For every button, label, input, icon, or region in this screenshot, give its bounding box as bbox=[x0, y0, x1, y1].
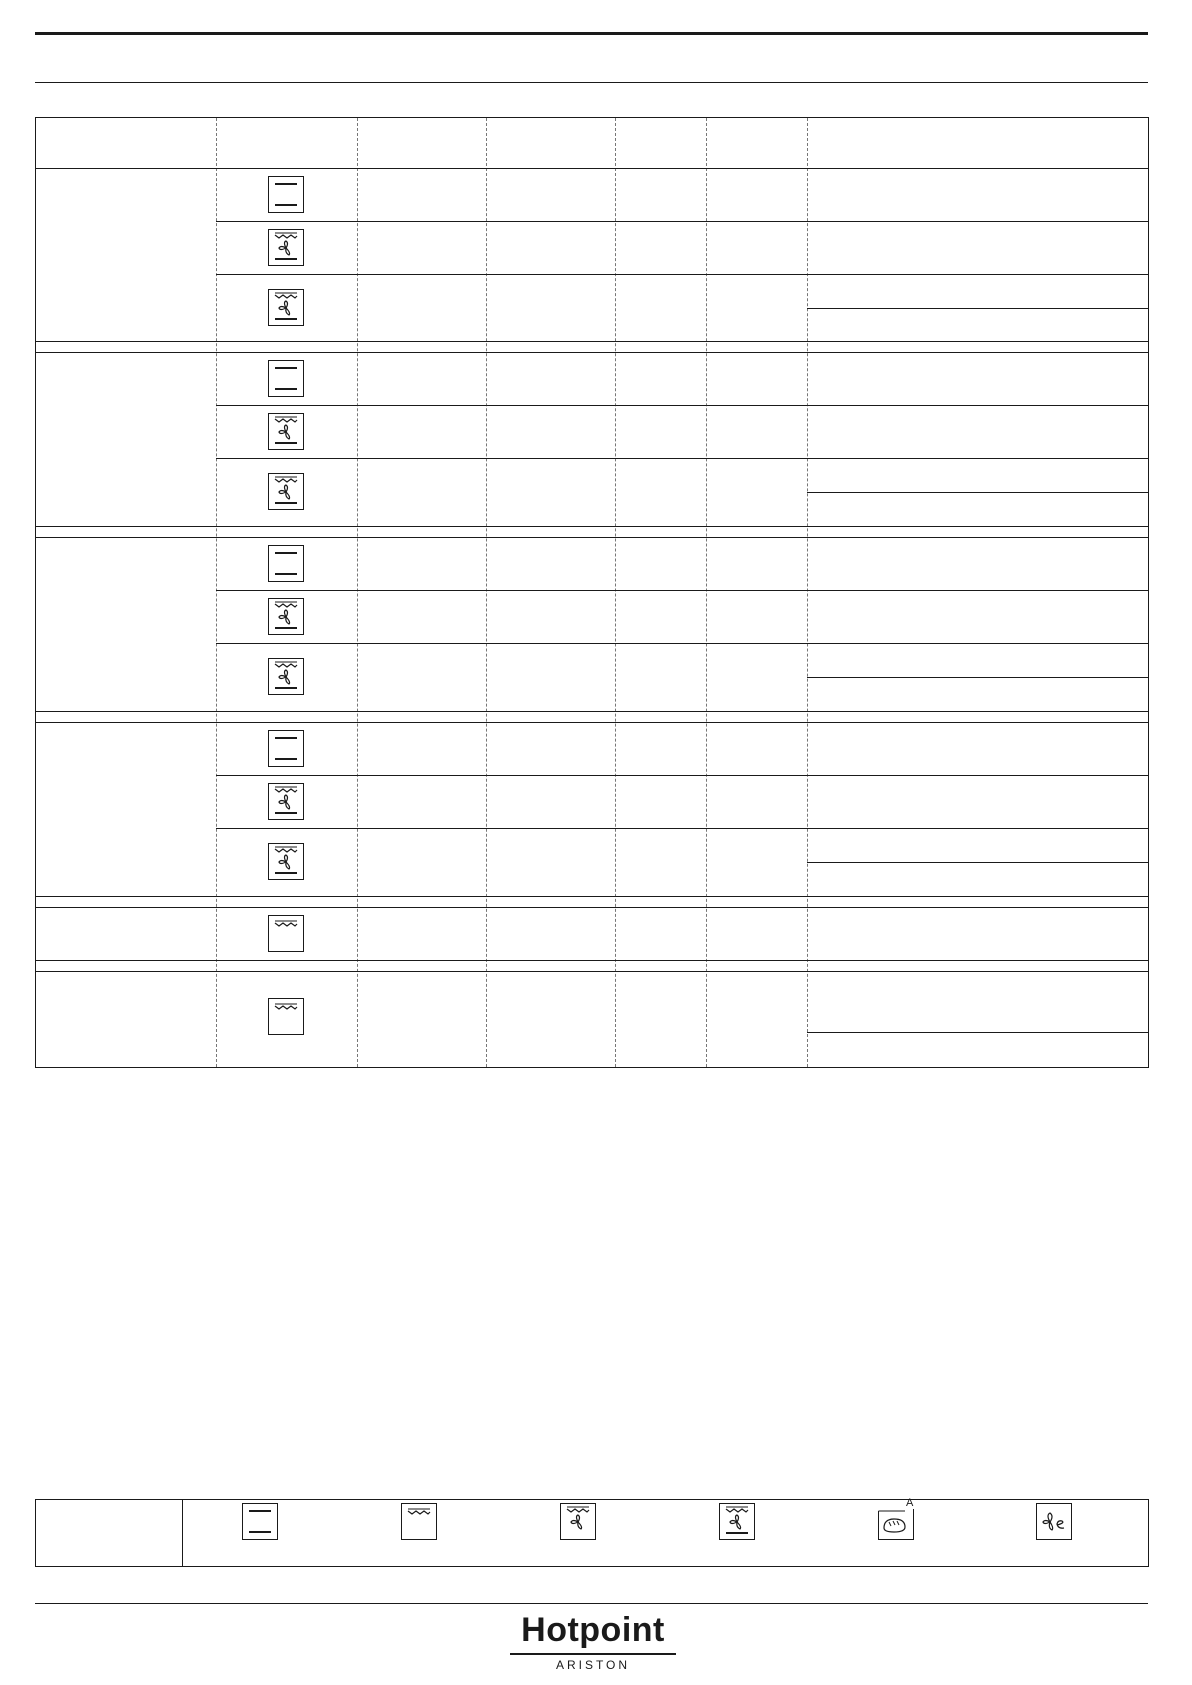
table-row bbox=[216, 828, 1148, 829]
table-row bbox=[216, 458, 1148, 459]
function-legend bbox=[35, 1499, 1149, 1567]
brand-name: Hotpoint bbox=[521, 1611, 665, 1649]
forced-air-icon bbox=[268, 598, 304, 635]
table-row bbox=[216, 775, 1148, 776]
forced-air-icon bbox=[560, 1503, 596, 1540]
brand-logo bbox=[496, 1610, 690, 1672]
section-divider bbox=[36, 526, 1148, 527]
forced-air-icon bbox=[268, 658, 304, 695]
conventional-icon bbox=[268, 730, 304, 767]
column-divider bbox=[216, 118, 217, 1067]
section-divider bbox=[36, 896, 1148, 897]
conventional-icon bbox=[268, 360, 304, 397]
section-divider bbox=[36, 711, 1148, 712]
table-row bbox=[807, 492, 1148, 493]
table-row bbox=[807, 862, 1148, 863]
column-divider bbox=[706, 118, 707, 1067]
header-rule-thin bbox=[35, 82, 1148, 83]
convection-bake-icon bbox=[719, 1503, 755, 1540]
bread-auto-badge: A bbox=[906, 1497, 914, 1509]
table-row bbox=[216, 643, 1148, 644]
conventional-icon bbox=[268, 176, 304, 213]
section-divider bbox=[36, 341, 1148, 342]
header-rule-thick bbox=[35, 32, 1148, 35]
forced-air-icon bbox=[268, 289, 304, 326]
grill-icon bbox=[268, 915, 304, 952]
footer-rule bbox=[35, 1603, 1148, 1604]
section-divider bbox=[36, 971, 1148, 972]
table-header-row bbox=[36, 168, 1148, 169]
section-divider bbox=[36, 907, 1148, 908]
table-row bbox=[216, 221, 1148, 222]
table-row bbox=[807, 308, 1148, 309]
forced-air-icon bbox=[268, 229, 304, 266]
table-row bbox=[807, 677, 1148, 678]
section-divider bbox=[36, 537, 1148, 538]
table-row bbox=[216, 405, 1148, 406]
table-row bbox=[216, 590, 1148, 591]
forced-air-icon bbox=[268, 843, 304, 880]
brand-underline bbox=[510, 1653, 676, 1655]
forced-air-icon bbox=[268, 473, 304, 510]
forced-air-icon bbox=[268, 783, 304, 820]
column-divider bbox=[357, 118, 358, 1067]
legend-divider bbox=[182, 1500, 183, 1566]
table-row bbox=[807, 1032, 1148, 1033]
cooking-table bbox=[35, 117, 1149, 1068]
forced-air-icon bbox=[268, 413, 304, 450]
section-divider bbox=[36, 352, 1148, 353]
section-divider bbox=[36, 960, 1148, 961]
brand-sub: ARISTON bbox=[555, 1658, 631, 1672]
grill-icon bbox=[401, 1503, 437, 1540]
conventional-icon bbox=[268, 545, 304, 582]
eco-forced-air-icon bbox=[1036, 1503, 1072, 1540]
table-row bbox=[216, 274, 1148, 275]
section-divider bbox=[36, 722, 1148, 723]
column-divider bbox=[807, 118, 808, 1067]
grill-icon bbox=[268, 998, 304, 1035]
conventional-icon bbox=[242, 1503, 278, 1540]
column-divider bbox=[615, 118, 616, 1067]
column-divider bbox=[486, 118, 487, 1067]
